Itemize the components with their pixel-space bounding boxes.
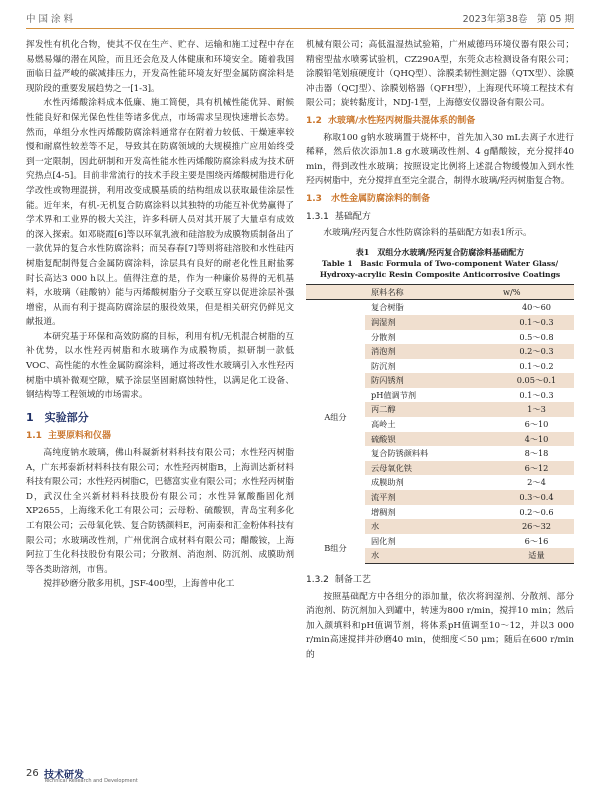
table-cell-name: 成膜助剂 — [370, 477, 404, 488]
table-cell-name: 丙二醇 — [365, 402, 499, 417]
table-caption-en: Table 1 Basic Formula of Two-component Water Glass/ Hydroxy-acrylic Resin Composite Anticorrosive Coatings — [319, 258, 561, 279]
journal-name: 中 国 涂 料 — [26, 14, 74, 25]
section-heading-1-3: 1.3 水性金属防腐涂料的制备 — [306, 193, 430, 204]
table-cell-value: 6～16 — [524, 535, 549, 546]
section-heading-1-3-2: 1.3.2 制备工艺 — [306, 575, 371, 585]
table-cell-value: 1～3 — [499, 402, 574, 417]
table-cell-name: 固化剂 — [370, 535, 396, 546]
table-cell-name: 润湿剂 — [365, 315, 499, 330]
table-cell-value: 0.1～0.3 — [499, 315, 574, 330]
issue-info: 2023年第38卷 第 05 期 — [462, 14, 574, 25]
table-cell-value: 0.2～0.6 — [519, 506, 554, 517]
table-cell-value: 0.3～0.4 — [499, 490, 574, 505]
table-header-name: 原料名称 — [365, 284, 499, 300]
right-column — [306, 38, 574, 663]
table-cell-value: 0.5～0.8 — [519, 331, 554, 342]
table-cell-name: 消泡剂 — [365, 344, 499, 359]
table-group-label: B组分 — [324, 543, 347, 554]
table-cell-name: 防闪锈剂 — [365, 373, 499, 388]
table-cell-value: 8～18 — [524, 448, 549, 459]
table-cell-name: 分散剂 — [370, 331, 396, 342]
table-cell-value: 0.1～0.3 — [519, 389, 554, 400]
table-cell-value: 26～32 — [499, 519, 574, 534]
table-caption-cn: 表1 双组分水玻璃/羟丙复合防腐涂料基础配方 — [355, 246, 525, 257]
table-cell-value: 6～10 — [524, 419, 549, 430]
section-heading-1-3-1: 1.3.1 基础配方 — [306, 211, 371, 222]
paragraph: 水玻璃/羟丙复合水性防腐涂料的基础配方如表1所示。 — [323, 228, 532, 239]
paragraph: 水性丙烯酸涂料成本低廉、施工简便，具有机械性能优异、耐候性能良好和保光保色性佳等诸多优点，市场需求呈现快速增长态势。然而，单组分水性丙烯酸防腐涂料通常存在附着力较低、干燥速率较慢和耐腐性较差等不足，导致其在防腐领域的大规模推广应用始终受到一定限制，因此研制和开发高性能水性丙烯酸防腐涂料成为技术研究热点[4-5]。目前非常流行的技术手段主要是围绕丙烯酸树脂进行化学改性或物理混拼，利用改变成膜基质的结构组成以获取最佳涂层性能。近年来，有机-无机复合防腐涂料以其独特的功能互补优势赢得了学术界和工业界的极大关注，许多科研人员对其开展了大量卓有成效的深入探索。如邓晓霞[6]等以环氧乳液和硅溶胶为成膜物质制备出了一款优异的复合水性防腐涂料；而吴春春[7]等则将硅溶胶和水性硅丙树脂复配制得复合金属防腐涂料，涂层具有良好的耐老化性且耐盐雾时长高达3 000 h以上。值得注意的是，作为一种廉价易得的无机基料，水玻璃（硅酸钠）能与丙烯酸树脂分子交联互穿以促进涂层补强增密，从而有利于提高防腐涂层的服役效果，但是相关研究仍鲜见文献报道。 — [26, 98, 294, 328]
section-heading-1-1: 1.1 主要原料和仪器 — [26, 431, 111, 442]
table-cell-value: 适量 — [499, 548, 574, 563]
table-cell-name: 流平剂 — [365, 490, 499, 505]
table-row — [306, 300, 574, 315]
page-header — [26, 9, 574, 27]
paragraph: 挥发性有机化合物，使其不仅在生产、贮存、运输和施工过程中存在易燃易爆的潜在风险，而且还会危及人体健康和环境安全。随着我国面临日益严峻的碳减排压力，开发高性能环境友好型金属防腐涂料是现阶段的重要发展趋势之一[1-3]。 — [26, 40, 294, 94]
table-cell-value: 40～60 — [521, 302, 551, 313]
page-number: 26 — [26, 768, 39, 779]
paragraph: 机械有限公司；高低温湿热试验箱，广州威德玛环境仪器有限公司；精密型盐水喷雾试验机，CZ290A型，东莞众志检测设备有限公司；涂膜铅笔划痕硬度计（QHQ型）、涂膜柔韧性测定器（QTX型）、涂膜冲击器（QCJ型）、涂膜划格器（QFH型），上海现代环境工程技术有限公司；旋转黏度计，NDJ-1型，上海德安仪器设备有限公司。 — [306, 40, 574, 109]
table-cell-name: 水 — [365, 548, 499, 563]
table-cell-name: pH值调节剂 — [370, 389, 417, 400]
footer-journal-en: Technical Research and Development — [44, 778, 138, 784]
footer-journal-name: 技术研发 — [44, 770, 84, 781]
table-group-label: A组分 — [324, 411, 347, 422]
table-cell-name: 增稠剂 — [370, 506, 396, 517]
paragraph: 搅拌砂磨分散多用机，JSF-400型，上海普申化工 — [43, 579, 235, 590]
table-cell-name: 云母氧化铁 — [365, 461, 499, 476]
table-cell-value: 0.1～0.2 — [519, 360, 554, 371]
table-cell-name: 复合树脂 — [370, 302, 404, 313]
section-heading-1-2: 1.2 水玻璃/水性羟丙树脂共混体系的制备 — [306, 115, 476, 126]
paragraph: 称取100 g钠水玻璃置于烧杯中，首先加入30 mL去离子水进行稀释，然后依次添加1.8 g水玻璃改性剂、4 g醋酸铵，充分搅拌40 min，得到改性水玻璃；按照设定比例将上述混合物缓慢加入到水性羟丙树脂中，充分搅拌直至完全混合，制得水玻璃/羟丙树脂复合物。 — [306, 132, 574, 187]
formula-table — [306, 284, 574, 564]
table-cell-name: 硫酸钡 — [365, 432, 499, 447]
table-cell-name: 高岭土 — [370, 419, 396, 430]
page-footer — [26, 766, 286, 786]
section-heading-1: 1 实验部分 — [26, 410, 89, 424]
table-cell-name: 复合防锈颜料料 — [370, 448, 429, 459]
table-cell-name: 水 — [365, 519, 499, 534]
left-column — [26, 38, 294, 592]
paragraph: 按照基础配方中各组分的添加量，依次将润湿剂、分散剂、部分消泡剂、防沉剂加入到罐中，转速为800 r/min，搅拌10 min；然后加入颜填料和pH值调节剂，将体系pH值调至10～12，并以3 000 r/min高速搅拌并砂磨40 min，使细度＜50 μm；随后在600 r/min的 — [306, 591, 574, 660]
table-cell-value: 4～10 — [499, 432, 574, 447]
table-cell-value: 0.2～0.3 — [499, 344, 574, 359]
paragraph: 本研究基于环保和高效防腐的目标，利用有机/无机混合树脂的互补优势，以水性羟丙树脂和水玻璃作为成膜物质，拟研制一款低VOC、高性能的水性金属防腐涂料，通过将改性水玻璃引入水性羟丙树脂中填补微观空隙，赋予涂层坚固耐腐蚀特性，以满足化工设备、钢结构等工程领域的市场需求。 — [26, 331, 294, 401]
table-cell-value: 2～4 — [527, 477, 546, 488]
table-header-value: w/% — [499, 284, 574, 300]
header-rule — [26, 28, 574, 29]
paragraph: 高纯度钠水玻璃，佛山科凝新材料科技有限公司；水性羟丙树脂A，广东邦泰新材料科技有限公司；水性羟丙树脂B，上海训达新材料科技有限公司；水性羟丙树脂C，巴德富实业有限公司；水性羟丙树脂D，武汉仕全兴新材料科技股份有限公司；水性异氰酸酯固化剂XP2655，上海缘禾化工有限公司；云母粉、硫酸钡，青岛宝利多化工有限公司；云母氧化铁、复合防锈颜料E，河南泰和汇金粉体科技有限公司；水玻璃改性剂，广州优润合成材料有限公司；醋酸铵，上海阿拉丁生化科技股份有限公司；分散剂、消泡剂、防沉剂、成膜助剂等各类助溶剂，市售。 — [26, 448, 294, 575]
table-row — [306, 534, 574, 549]
table-cell-value: 0.05～0.1 — [499, 373, 574, 388]
table-cell-value: 6～12 — [499, 461, 574, 476]
table-header-blank — [306, 284, 365, 300]
table-cell-name: 防沉剂 — [370, 360, 396, 371]
